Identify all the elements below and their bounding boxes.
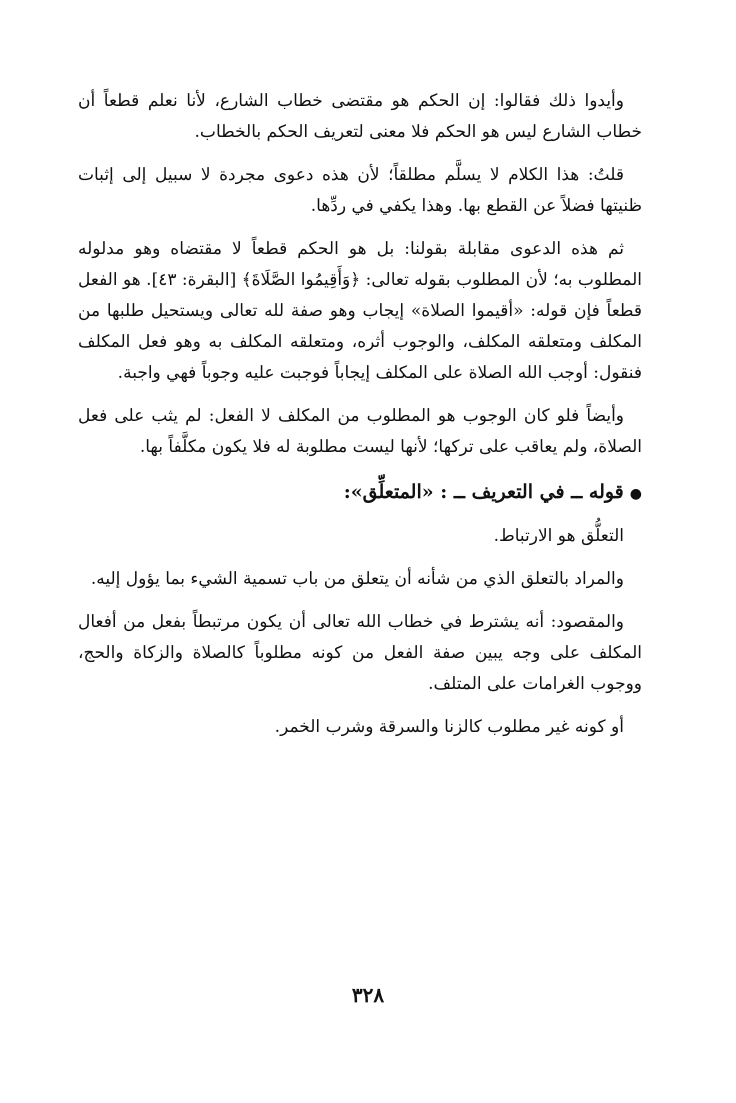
paragraph-7: والمقصود: أنه يشترط في خطاب الله تعالى أن يكون مرتبطاً بفعل من أفعال المكلف على وجه يبين صفة الفعل من كونه مطلوباً كالصلاة والزكاة والحج، ووجوب الغرامات على المتلف.: [78, 612, 642, 694]
paragraph-5: التعلُّق هو الارتباط.: [493, 526, 624, 546]
paragraph-3: ثم هذه الدعوى مقابلة بقولنا: بل هو الحكم قطعاً لا مقتضاه وهو مدلوله المطلوب به؛ لأن المطلوب بقوله تعالى: ﴿وَأَقِيمُوا الصَّلَاةَ﴾ [البقرة: ٤٣]. هو الفعل قطعاً فإن قوله: «أقيموا الصلاة» إيجاب وهو صفة لله تعالى ويستحيل طلبها من المكلف ومتعلقه المكلف، والوجوب أثره، ومتعلقه المكلف به وهو فعل المكلف فنقول: أوجب الله الصلاة على المكلف إيجاباً فوجبت عليه وجوباً فهي واجبة.: [78, 239, 643, 383]
section-heading: [78, 475, 642, 511]
paragraph-4: وأيضاً فلو كان الوجوب هو المطلوب من المكلف لا الفعل: لم يثب على فعل الصلاة، ولم يعاقب على تركها؛ لأنها ليست مطلوبة له فلا يكون مكلَّفاً بها.: [78, 406, 642, 457]
paragraph-1: وأيدوا ذلك فقالوا: إن الحكم هو مقتضى خطاب الشارع، لأنا نعلم قطعاً أن خطاب الشارع ليس هو الحكم فلا معنى لتعريف الحكم بالخطاب.: [78, 91, 642, 142]
page-body: [78, 86, 642, 755]
paragraph-2: قلتُ: هذا الكلام لا يسلَّم مطلقاً؛ لأن هذه دعوى مجردة لا سبيل إلى إثبات ظنيتها فضلاً عن القطع بها. وهذا يكفي في ردِّها.: [78, 165, 642, 216]
section-heading-text: قوله ــ في التعريف ــ : «المتعلِّق»:: [343, 481, 624, 503]
bullet-icon: ●: [629, 486, 642, 502]
paragraph-8: أو كونه غير مطلوب كالزنا والسرقة وشرب الخمر.: [274, 717, 624, 737]
page-number: ٣٢٨: [351, 983, 385, 1007]
paragraph-6: والمراد بالتعلق الذي من شأنه أن يتعلق من باب تسمية الشيء بما يؤول إليه.: [90, 569, 624, 589]
